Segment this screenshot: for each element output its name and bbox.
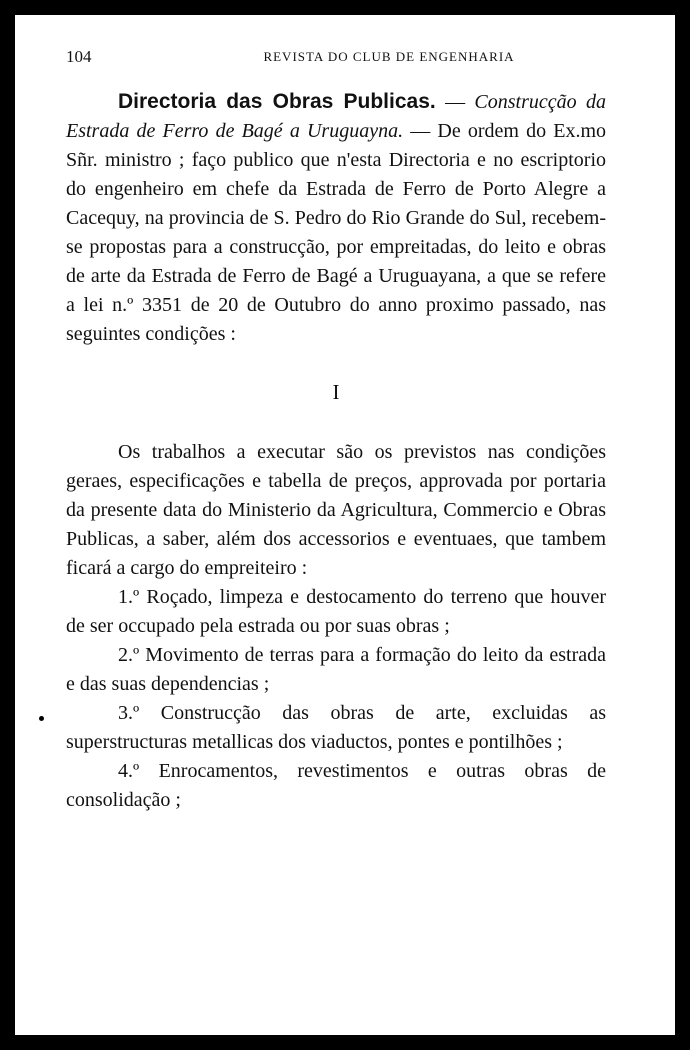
list-item-text: 1.º Roçado, limpeza e destocamento do terreno que houver de ser occupado pela estrada ou por suas obras ; [66, 586, 606, 637]
list-item-text: 3.º Construcção das obras de arte, excluidas as superstructuras metallicas dos viaductos, pontes e pontilhões ; [66, 702, 606, 753]
section-numeral: I [332, 380, 340, 404]
list-item [66, 699, 606, 757]
article-heading: Directoria das Obras Publicas. [118, 90, 436, 113]
heading-dash: — [435, 91, 475, 113]
list-item [66, 757, 606, 815]
list-item-text: 2.º Movimento de terras para a formação do leito da estrada e das suas dependencias ; [66, 644, 606, 695]
page-number: 104 [66, 47, 92, 66]
intro-text: — De ordem do Ex.mo Sñr. ministro ; faço publico que n'esta Directoria e no escriptorio do engenheiro em chefe da Estrada de Ferro de Porto Alegre a Cacequy, na provincia de S. Pedro do Rio Grande do Sul, recebem-se propostas para a construcção, por empreitadas, do leito e obras de arte da Estrada de Ferro de Bagé a Uruguayana, a que se refere a lei n.º 3351 de 20 de Outubro do anno proximo passado, nas seguintes condições : [66, 120, 607, 345]
article-subject: Construcção da Estrada de Ferro de Bagé a Uruguayna. [66, 91, 606, 142]
intro-paragraph [66, 87, 606, 349]
ink-speck [39, 716, 44, 721]
book-page [15, 15, 675, 1035]
running-head [66, 47, 626, 71]
list-item [66, 583, 606, 641]
list-item-text: 4.º Enrocamentos, revestimentos e outras obras de consolidação ; [66, 760, 606, 811]
article-body [66, 87, 606, 815]
section-paragraph: Os trabalhos a executar são os previstos nas condições geraes, especificações e tabella de preços, approvada por portaria da presente data do Ministerio da Agricultura, Commercio e Obras Publicas, a saber, além dos accessorios e eventuaes, que tambem ficará a cargo do empreiteiro : [66, 441, 606, 579]
list-item [66, 641, 606, 699]
journal-title: REVISTA DO CLUB DE ENGENHARIA [263, 49, 515, 64]
